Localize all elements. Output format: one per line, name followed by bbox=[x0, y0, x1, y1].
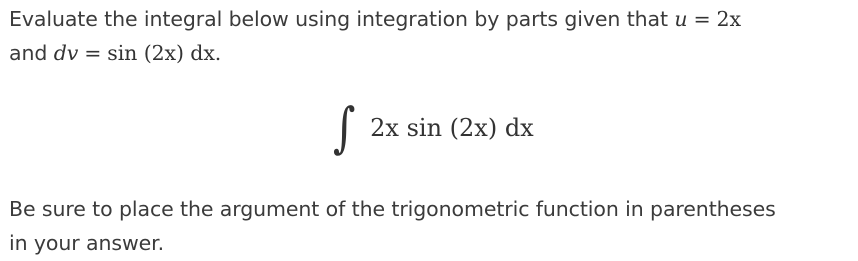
integral-sign: ∫ bbox=[332, 96, 356, 159]
integrand-expression: 2x sin (2x) dx bbox=[370, 114, 534, 142]
intro-text: Evaluate the integral below using integration by parts given that bbox=[9, 7, 668, 31]
u-variable: u bbox=[674, 7, 688, 31]
equals-sign: = bbox=[693, 7, 711, 31]
equals-sign-2: = bbox=[84, 41, 102, 65]
and-text: and bbox=[9, 41, 48, 65]
period: . bbox=[214, 41, 222, 65]
answer-instruction bbox=[9, 192, 776, 260]
dv-value: sin (2x) dx bbox=[107, 41, 215, 65]
dv-variable: dv bbox=[53, 41, 79, 65]
u-value: 2x bbox=[716, 7, 741, 31]
instruction-text: Be sure to place the argument of the trigonometric function in parentheses bbox=[9, 197, 776, 221]
instruction-text-cont: in your answer. bbox=[9, 231, 164, 255]
question-prompt bbox=[9, 2, 741, 70]
integral-display bbox=[330, 88, 534, 168]
